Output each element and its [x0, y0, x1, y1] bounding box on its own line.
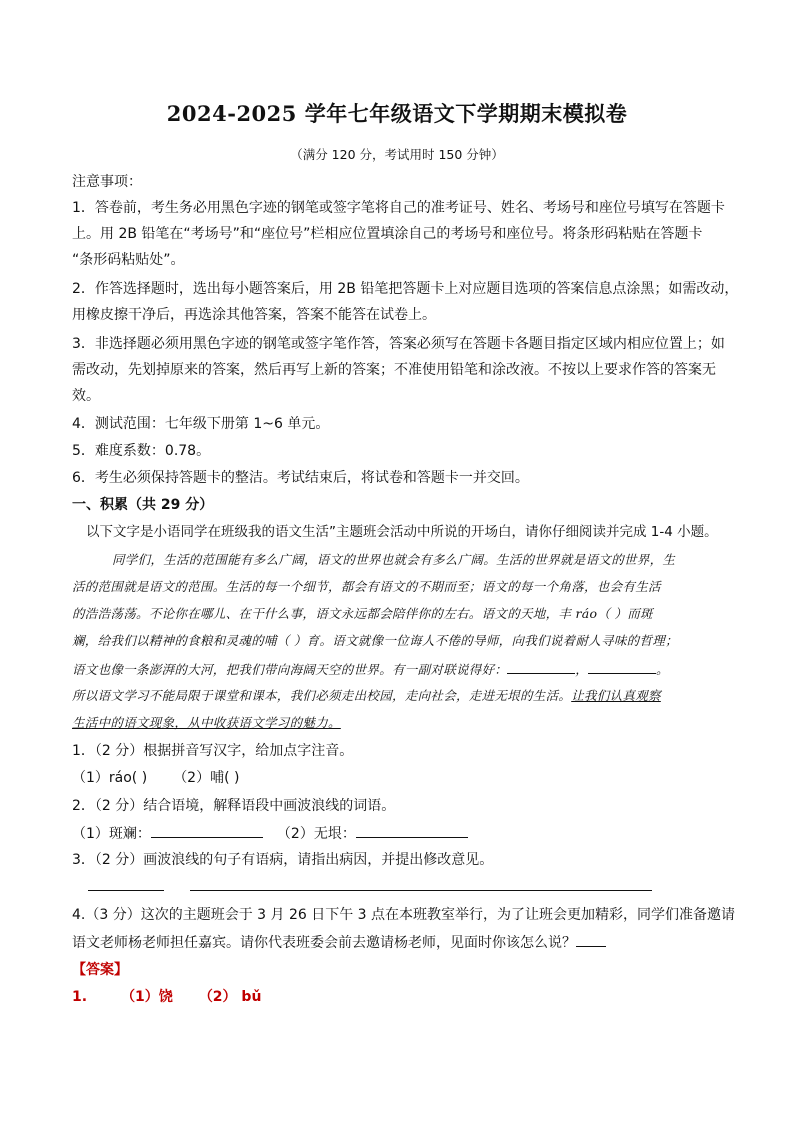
- note-line: 5．难度系数：0.78。: [72, 443, 211, 459]
- passage-text: 语文也像一条澎湃的大河，把我们带向海阔天空的世界。有一副对联说得好：: [72, 662, 508, 677]
- q4-answer-blank[interactable]: [576, 932, 606, 947]
- note-line: 效。: [72, 388, 100, 404]
- wavy-sentence: 让我们认真观察: [571, 688, 661, 703]
- note-line: 需改动，先划掉原来的答案，然后再写上新的答案；不准使用铅笔和涂改液。不按以上要求作答的答案无: [72, 362, 716, 378]
- question-1-stem: 1．（2 分）根据拼音写汉字，给加点字注音。: [72, 743, 354, 759]
- question-3-stem: 3．（2 分）画波浪线的句子有语病，请指出病因，并提出修改意见。: [72, 852, 494, 868]
- passage-line: [72, 659, 724, 680]
- passage-punct: ，: [575, 662, 589, 677]
- note-line: 3．非选择题必须用黑色字迹的钢笔或签字笔作答，答案必须写在答题卡各题目指定区域内相应位置上；如: [72, 336, 725, 352]
- answer-number: 1.: [72, 989, 88, 1005]
- answer-heading: 【答案】: [72, 962, 128, 978]
- q2-answer-blank-b[interactable]: [356, 823, 468, 838]
- q3-answer-blank-1[interactable]: [88, 876, 164, 891]
- passage-text: 所以语文学习不能局限于课堂和课本，我们必须走出校园，走向社会，走进无垠的生活。: [72, 688, 572, 703]
- note-line: 2．作答选择题时，选出每小题答案后，用 2B 铅笔把答题卡上对应题目选项的答案信息点涂黑；如需改动，: [72, 281, 739, 297]
- passage-line: [72, 686, 724, 706]
- q2-part-b: （2）无垠：: [276, 826, 356, 842]
- passage-line: [72, 713, 724, 733]
- wavy-sentence: 生活中的语文现象，从中收获语文学习的魅力。: [72, 715, 341, 730]
- q2-part-a: （1）斑斓：: [72, 826, 151, 842]
- couplet-blank-1[interactable]: [507, 659, 575, 674]
- note-line: 4．测试范围：七年级下册第 1~6 单元。: [72, 416, 330, 432]
- page-subtitle: （满分 120 分，考试用时 150 分钟）: [290, 147, 504, 162]
- question-1-parts: [72, 768, 724, 788]
- answer-line: [72, 987, 724, 1007]
- section-intro: 以下文字是小语同学在班级我的语文生活”主题班会活动中所说的开场白，请你仔细阅读并完成 1-4 小题。: [86, 524, 718, 540]
- notes-heading: 注意事项：: [72, 174, 142, 190]
- answer-1-a: （1）饶: [121, 989, 173, 1005]
- question-4-line: 4.（3 分）这次的主题班会于 3 月 26 日下午 3 点在本班教室举行，为了让班会更加精彩，同学们准备邀请: [72, 907, 736, 923]
- question-3-blanks: [88, 876, 740, 897]
- question-2-parts: [72, 823, 724, 844]
- note-line: 上。用 2B 铅笔在“考场号”和“座位号”栏相应位置填涂自己的考场号和座位号。将条形码粘贴在答题卡: [72, 226, 703, 242]
- q2-answer-blank-a[interactable]: [151, 823, 263, 838]
- passage-line: 同学们，生活的范围能有多么广阔，语文的世界也就会有多么广阔。生活的世界就是语文的世界，生: [112, 552, 676, 567]
- section-heading: 一、积累（共 29 分）: [72, 497, 214, 513]
- passage-line: 斓，给我们以精神的食粮和灵魂的哺（ ）育。语文就像一位诲人不倦的导师，向我们说着耐人寻味的哲理；: [72, 633, 678, 648]
- answer-1-b: （2） bǔ: [198, 989, 262, 1005]
- note-line: 6．考生必须保持答题卡的整洁。考试结束后，将试卷和答题卡一并交回。: [72, 470, 529, 486]
- couplet-blank-2[interactable]: [588, 659, 656, 674]
- passage-line: 活的范围就是语文的范围。生活的每一个细节，都会有语文的不期而至；语文的每一个角落，也会有生活: [72, 579, 661, 594]
- note-line: 用橡皮擦干净后，再选涂其他答案，答案不能答在试卷上。: [72, 307, 436, 323]
- q3-answer-blank-2[interactable]: [190, 876, 652, 891]
- page-title: 2024-2025 学年七年级语文下学期期末模拟卷: [166, 101, 628, 126]
- note-line: 1．答卷前，考生务必用黑色字迹的钢笔或签字笔将自己的准考证号、姓名、考场号和座位号填写在答题卡: [72, 200, 725, 216]
- question-4-line: [72, 932, 724, 953]
- q1-part-a: （1）ráo( ): [72, 770, 148, 786]
- passage-line: 的浩浩荡荡。不论你在哪儿、在干什么事，语文永远都会陪伴你的左右。语文的天地，丰 ráo（ ）而斑: [72, 606, 653, 621]
- note-line: “条形码粘贴处”。: [72, 252, 185, 268]
- q1-part-b: （2）哺( ): [173, 770, 240, 786]
- passage-punct: 。: [656, 662, 669, 677]
- q4-text: 语文老师杨老师担任嘉宾。请你代表班委会前去邀请杨老师，见面时你该怎么说？: [72, 935, 576, 951]
- question-2-stem: 2．（2 分）结合语境，解释语段中画波浪线的词语。: [72, 798, 396, 814]
